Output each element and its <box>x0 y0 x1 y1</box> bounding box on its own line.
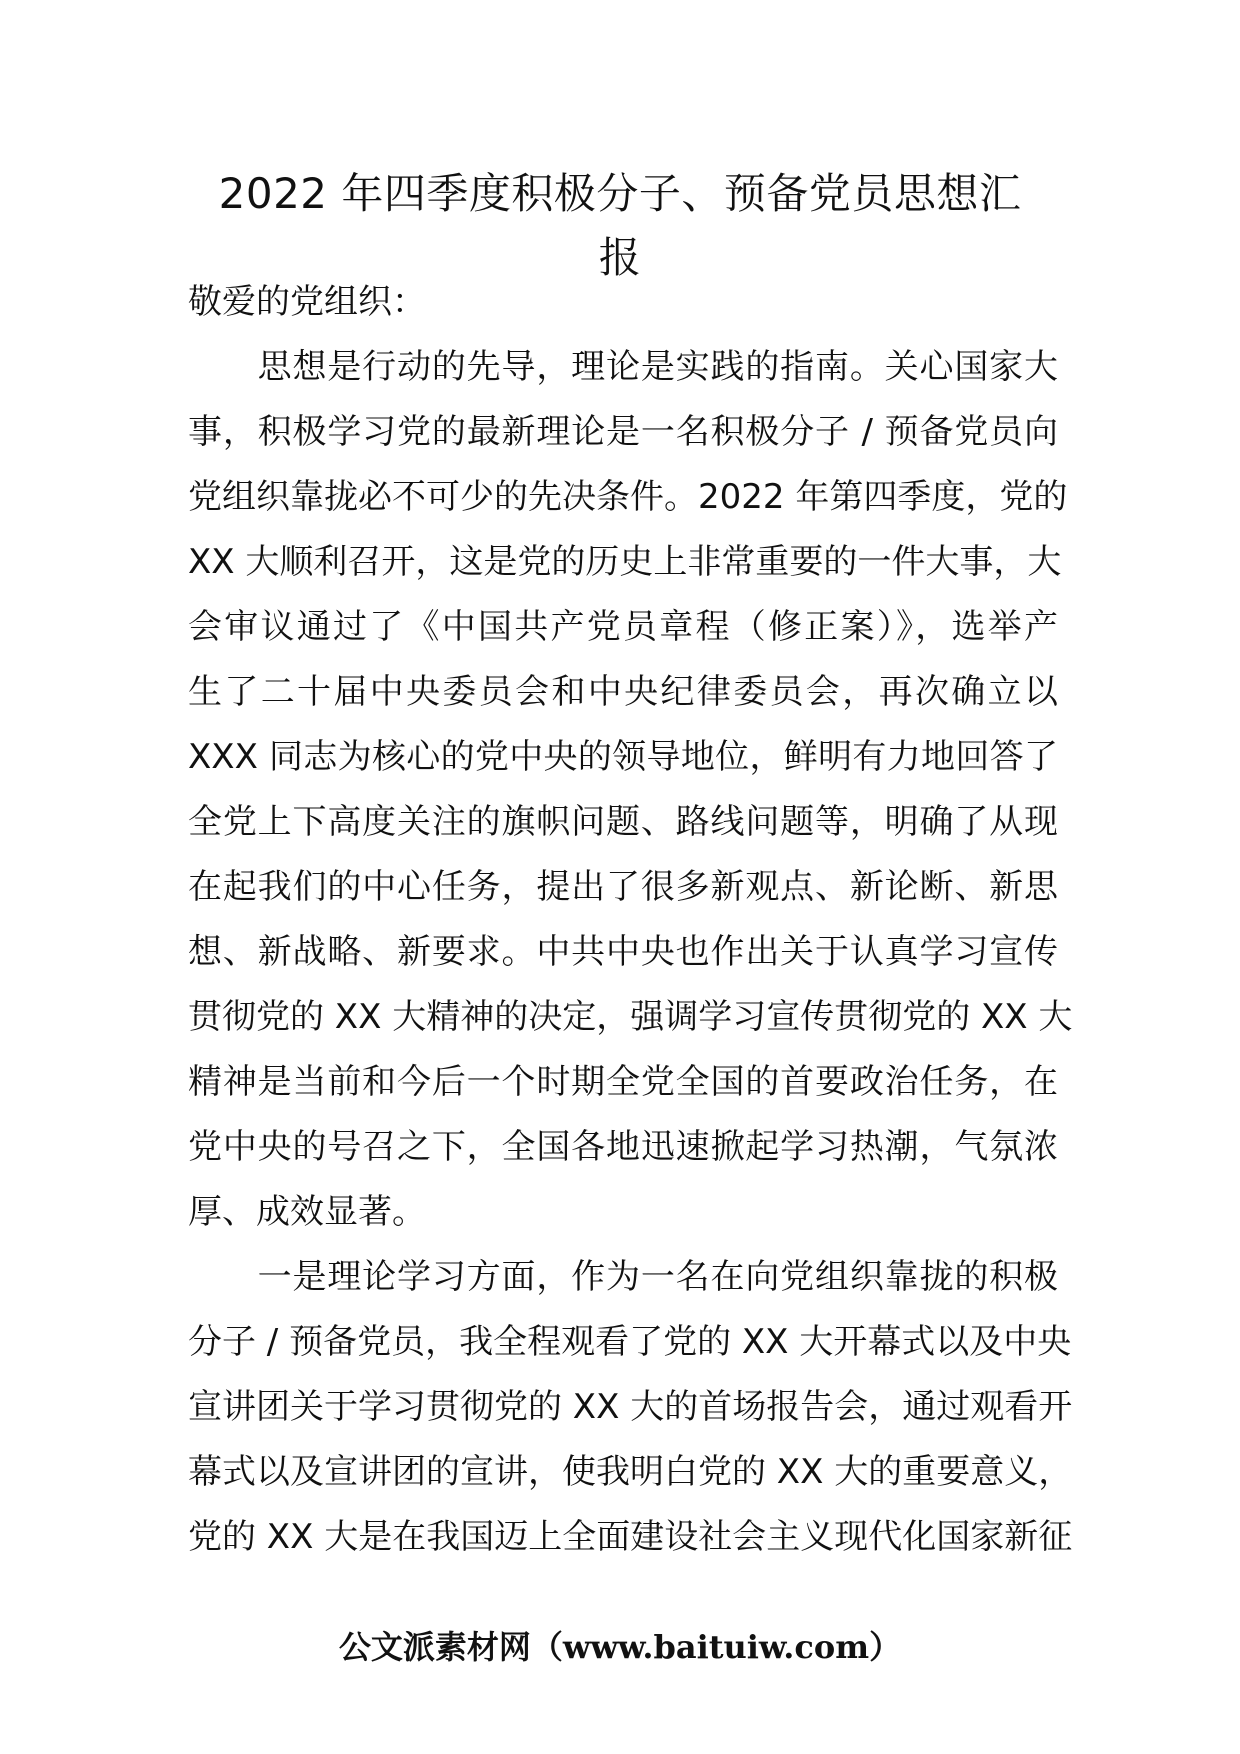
title-line: 报 <box>598 233 642 282</box>
text-line: XX 大顺利召开，这是党的历史上非常重要的一件大事，大 <box>188 542 1062 582</box>
text-line: 贯彻党的 XX 大精神的决定，强调学习宣传贯彻党的 XX 大 <box>188 997 1073 1037</box>
text-line: 生了二十届中央委员会和中央纪律委员会，再次确立以 <box>188 672 1058 712</box>
text-line: 宣讲团关于学习贯彻党的 XX 大的首场报告会，通过观看开 <box>188 1387 1073 1427</box>
text-line: 党中央的号召之下，全国各地迅速掀起学习热潮，气氛浓 <box>188 1127 1058 1167</box>
document-body <box>188 270 1073 1570</box>
footer-watermark: 公文派素材网（www.baituiw.com） <box>338 1628 902 1666</box>
text-line: 想、新战略、新要求。中共中央也作出关于认真学习宣传 <box>188 932 1058 972</box>
text-line: 党的 XX 大是在我国迈上全面建设社会主义现代化国家新征 <box>188 1517 1073 1557</box>
text-line: 思想是行动的先导，理论是实践的指南。关心国家大 <box>188 347 1058 387</box>
text-line: 精神是当前和今后一个时期全党全国的首要政治任务，在 <box>188 1062 1058 1102</box>
text-line: XXX 同志为核心的党中央的领导地位，鲜明有力地回答了 <box>188 737 1058 777</box>
text-line: 分子 / 预备党员，我全程观看了党的 XX 大开幕式以及中央 <box>188 1322 1072 1362</box>
text-line: 党组织靠拢必不可少的先决条件。2022 年第四季度，党的 <box>188 477 1068 517</box>
salutation: 敬爱的党组织： <box>188 282 426 322</box>
text-line: 一是理论学习方面，作为一名在向党组织靠拢的积极 <box>188 1257 1058 1297</box>
text-line: 在起我们的中心任务，提出了很多新观点、新论断、新思 <box>188 867 1058 907</box>
paragraph-1 <box>188 335 1073 1245</box>
title-line: 2022 年四季度积极分子、预备党员思想汇 <box>218 169 1022 218</box>
text-line: 厚、成效显著。 <box>188 1192 426 1232</box>
paragraph-2 <box>188 1245 1073 1570</box>
text-line: 事，积极学习党的最新理论是一名积极分子 / 预备党员向 <box>188 412 1058 452</box>
text-line: 幕式以及宣讲团的宣讲，使我明白党的 XX 大的重要意义， <box>188 1452 1073 1492</box>
text-line: 全党上下高度关注的旗帜问题、路线问题等，明确了从现 <box>188 802 1058 842</box>
text-line: 会审议通过了《中国共产党员章程（修正案）》，选举产 <box>188 607 1058 647</box>
